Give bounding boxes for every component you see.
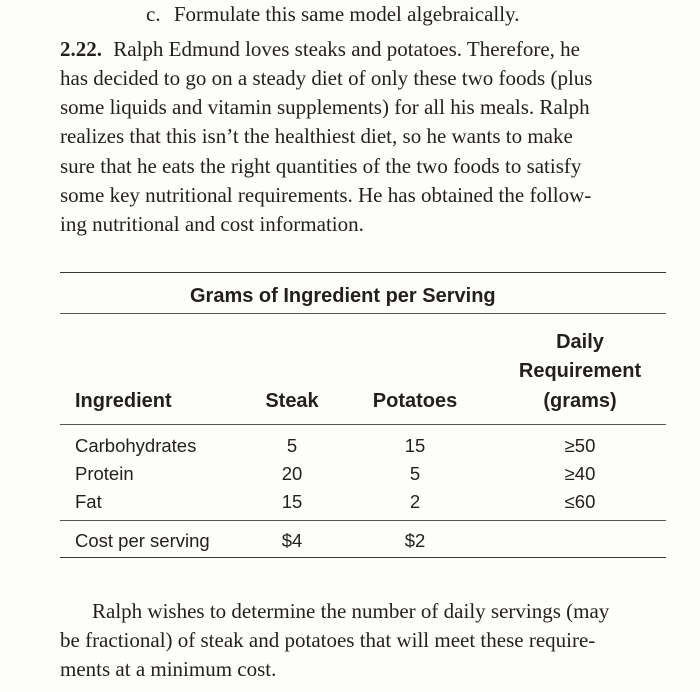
problem-line-1: [60, 37, 580, 62]
problem-text-line: some liquids and vitamin supplements) for all his meals. Ralph: [60, 95, 590, 119]
closing-text-line: Ralph wishes to determine the number of daily servings (may: [92, 599, 610, 623]
problem-text-line: ing nutritional and cost information.: [60, 212, 364, 236]
part-c-text: Formulate this same model algebraically.: [173, 2, 520, 26]
ingredient-cell: Fat: [75, 491, 102, 512]
steak-cell: 15: [281, 491, 303, 512]
group-header-rule: [60, 313, 666, 314]
table-bottom-rule: [60, 557, 666, 558]
column-header-rule: [60, 424, 666, 425]
problem-number: 2.22.: [60, 37, 102, 61]
column-header-potatoes: Potatoes: [372, 390, 458, 412]
part-c-heading: [146, 2, 519, 27]
daily-header-line: Requirement: [518, 360, 642, 382]
column-header-steak: Steak: [265, 390, 319, 412]
problem-text-line: Ralph Edmund loves steaks and potatoes. Therefore, he: [113, 37, 580, 61]
ingredient-cell: Protein: [75, 463, 134, 484]
cost-row-rule: [60, 520, 666, 521]
cost-label: Cost per serving: [75, 530, 210, 551]
potatoes-cell: 15: [404, 435, 426, 456]
steak-cost-cell: $4: [281, 530, 303, 551]
requirement-cell: ≥40: [564, 463, 596, 484]
daily-header-line: (grams): [543, 390, 617, 412]
closing-text-line: be fractional) of steak and potatoes that will meet these require-: [60, 628, 596, 652]
problem-text-line: has decided to go on a steady diet of only these two foods (plus: [60, 66, 593, 90]
column-header-ingredient: Ingredient: [75, 390, 172, 412]
closing-text-line: ments at a minimum cost.: [60, 657, 277, 681]
problem-text-line: realizes that this isn’t the healthiest diet, so he wants to make: [60, 124, 573, 148]
ingredient-cell: Carbohydrates: [75, 435, 197, 456]
problem-text-line: some key nutritional requirements. He has obtained the follow-: [60, 183, 592, 207]
problem-text-line: sure that he eats the right quantities of the two foods to satisfy: [60, 154, 582, 178]
potatoes-cell: 2: [409, 491, 421, 512]
group-header: Grams of Ingredient per Serving: [190, 285, 496, 307]
daily-header-line: Daily: [556, 331, 604, 353]
potatoes-cell: 5: [409, 463, 421, 484]
potatoes-cost-cell: $2: [404, 530, 426, 551]
part-c-letter: c.: [146, 2, 161, 26]
requirement-cell: ≤60: [564, 491, 596, 512]
requirement-cell: ≥50: [564, 435, 596, 456]
steak-cell: 5: [286, 435, 298, 456]
table-top-rule: [60, 272, 666, 273]
steak-cell: 20: [281, 463, 303, 484]
